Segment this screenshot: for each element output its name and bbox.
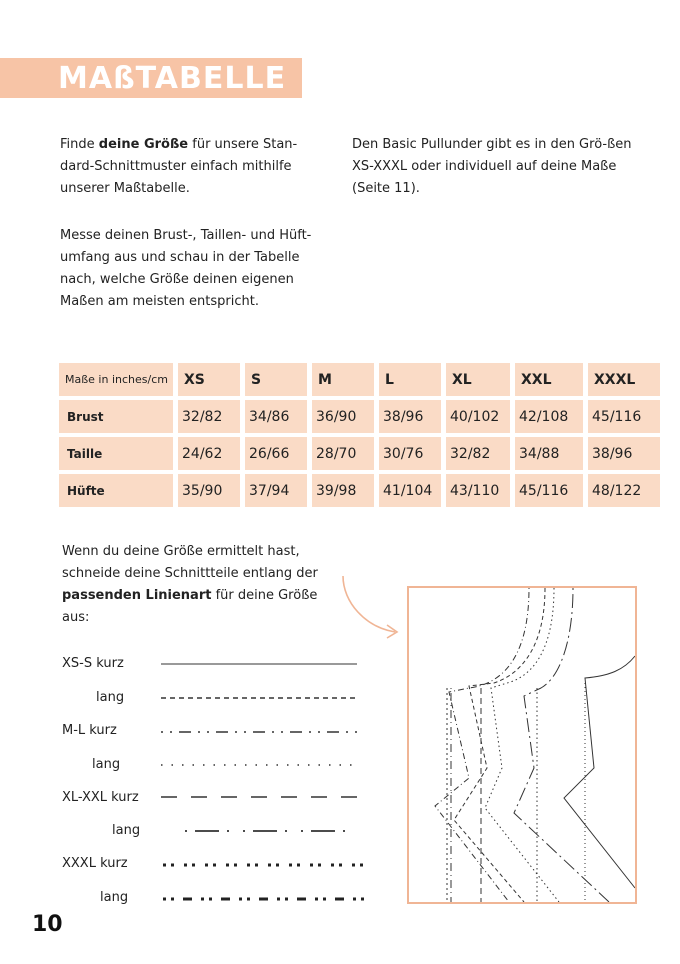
table-cell: 36/90 [312,400,374,433]
table-cell: 34/88 [515,437,583,470]
pattern-illustration [407,586,637,904]
legend-label: XS-S kurz [62,656,124,671]
row-label: Hüfte [59,474,173,507]
table-cell: 30/76 [379,437,441,470]
table-cell: 39/98 [312,474,374,507]
intro-text: für unsere Stan-dard-Schnittmuster einfach mithilfe unserer Maßtabelle. [60,137,298,196]
table-row [59,474,660,507]
instructions-paragraph [62,541,332,629]
instructions-text: Wenn du deine Größe ermittelt hast, schneide deine Schnittteile entlang der [62,544,318,581]
size-header: XS [178,363,240,396]
table-cell: 24/62 [178,437,240,470]
legend-label: lang [92,757,121,772]
pattern-lines [409,588,635,902]
table-header-label: Maße in inches/cm [59,363,173,396]
table-cell: 26/66 [245,437,307,470]
intro-bold: deine Größe [98,137,189,152]
table-cell: 43/110 [446,474,510,507]
size-header: M [312,363,374,396]
table-cell: 41/104 [379,474,441,507]
line-type-legend [155,650,370,910]
size-header: XXL [515,363,583,396]
table-cell: 40/102 [446,400,510,433]
table-row [59,400,660,433]
table-header-row [59,363,660,396]
legend-label: XL-XXL kurz [62,790,139,805]
table-cell: 38/96 [379,400,441,433]
row-label: Taille [59,437,173,470]
table-cell: 32/82 [446,437,510,470]
table-cell: 32/82 [178,400,240,433]
row-label: Brust [59,400,173,433]
intro-paragraph-1 [60,134,330,200]
page-title: MAßTABELLE [58,61,287,96]
table-cell: 42/108 [515,400,583,433]
legend-label: lang [96,690,125,705]
intro-paragraph-3: Den Basic Pullunder gibt es in den Grö-ßen XS-XXXL oder individuell auf deine Maße (Seite 11). [352,137,632,196]
table-cell: 45/116 [515,474,583,507]
intro-paragraph-2: Messe deinen Brust-, Taillen- und Hüft-umfang aus und schau in der Tabelle nach, welche Größe deinen eigenen Maßen am meisten entspricht. [60,228,312,309]
arrow-icon [335,572,410,642]
table-row [59,437,660,470]
intro-text: Finde [60,137,99,152]
instructions-bold: passenden Linienart [62,588,212,603]
table-cell: 48/122 [588,474,660,507]
table-cell: 45/116 [588,400,660,433]
table-cell: 37/94 [245,474,307,507]
size-header: XXXL [588,363,660,396]
legend-label: XXXL kurz [62,856,128,871]
size-header: L [379,363,441,396]
size-header: XL [446,363,510,396]
table-cell: 34/86 [245,400,307,433]
table-cell: 35/90 [178,474,240,507]
size-header: S [245,363,307,396]
page-number: 10 [32,912,63,937]
legend-label: M-L kurz [62,723,117,738]
table-cell: 38/96 [588,437,660,470]
table-cell: 28/70 [312,437,374,470]
legend-label: lang [100,890,129,905]
size-table [54,359,665,511]
instructions-text: für deine Größe aus: [62,588,318,625]
legend-label: lang [112,823,141,838]
